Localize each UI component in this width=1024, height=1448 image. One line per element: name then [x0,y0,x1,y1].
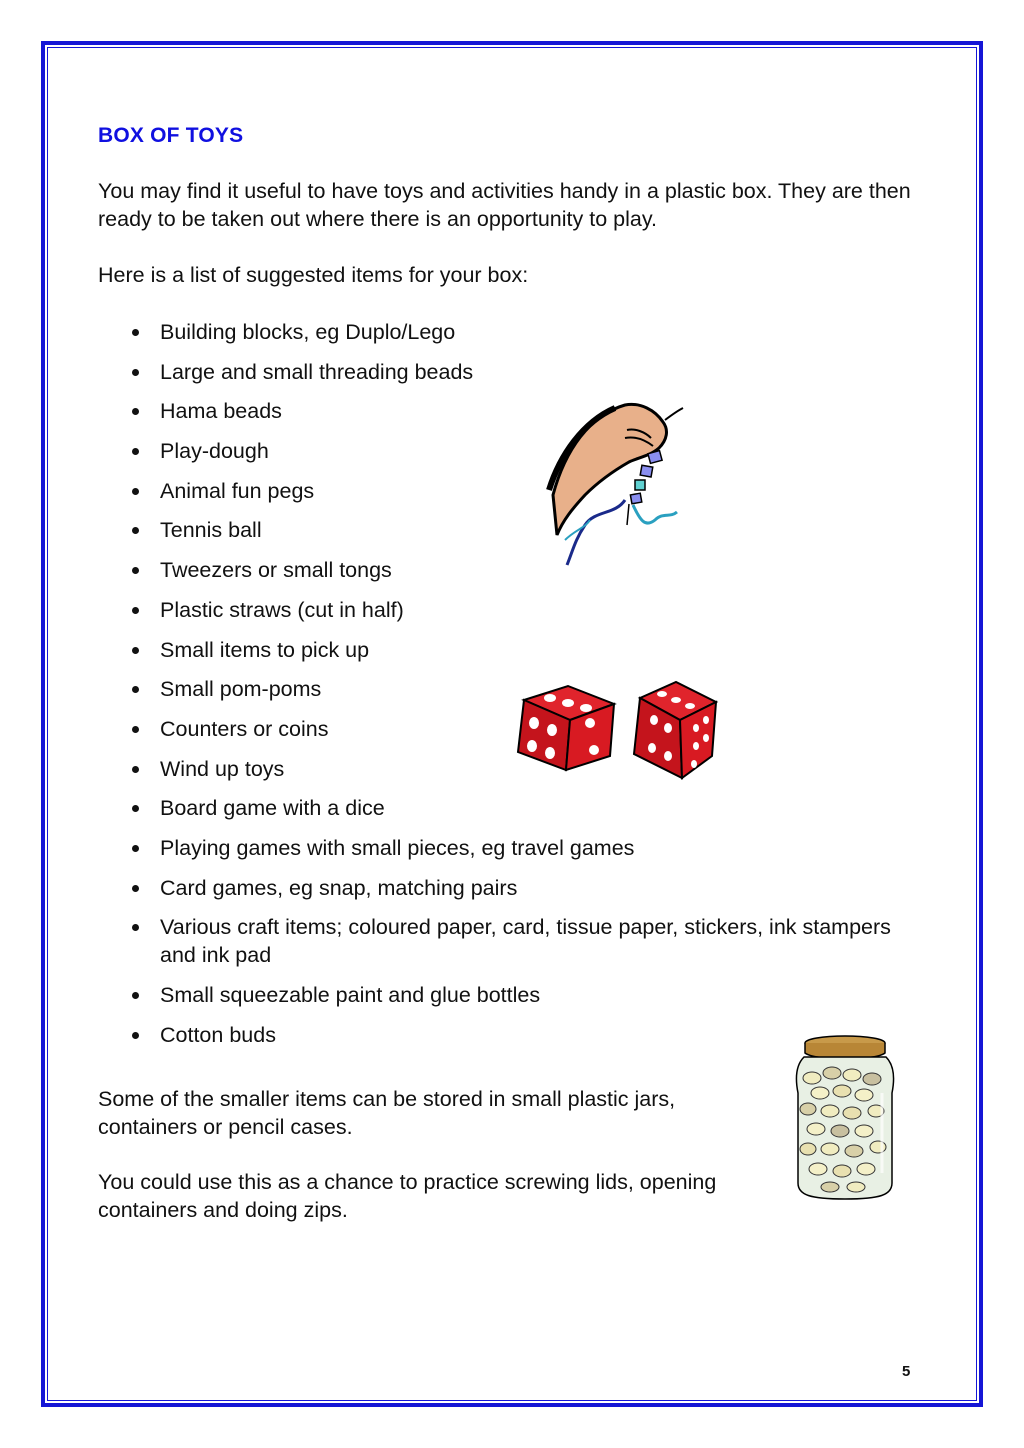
list-item: Tweezers or small tongs [132,556,892,584]
die-left [518,686,614,770]
practice-note: You could use this as a chance to practice screwing lids, opening containers and doing zips. [98,1170,717,1222]
list-intro: Here is a list of suggested items for your box: [98,263,529,287]
list-item: Card games, eg snap, matching pairs [132,874,892,902]
list-item: Cotton buds [132,1021,892,1049]
list-item: Board game with a dice [132,794,892,822]
list-item: Tennis ball [132,516,892,544]
storage-note: Some of the smaller items can be stored in small plastic jars, containers or pencil cases. [98,1087,676,1139]
page-number: 5 [902,1363,911,1380]
list-item: Counters or coins [132,715,892,743]
list-item: Wind up toys [132,755,892,783]
list-item: Large and small threading beads [132,358,892,386]
list-item: Play-dough [132,437,892,465]
list-item: Small pom-poms [132,675,892,703]
list-item: Small squeezable paint and glue bottles [132,981,892,1009]
red-dice-illustration [510,678,722,784]
list-item: Small items to pick up [132,636,892,664]
die-right [634,682,716,778]
list-item: Playing games with small pieces, eg travel games [132,834,892,862]
jar-of-buttons-illustration [790,1033,900,1201]
list-item: Plastic straws (cut in half) [132,596,892,624]
list-item: Various craft items; coloured paper, card, tissue paper, stickers, ink stampers and ink pad [132,913,892,969]
list-item: Hama beads [132,397,892,425]
list-item: Animal fun pegs [132,477,892,505]
hand-threading-beads-illustration [545,400,685,570]
page-title: BOX OF TOYS [98,124,244,147]
intro-paragraph: You may find it useful to have toys and activities handy in a plastic box. They are then ready to be taken out where there is an opportunity to play. [98,179,911,231]
list-item: Building blocks, eg Duplo/Lego [132,318,892,346]
